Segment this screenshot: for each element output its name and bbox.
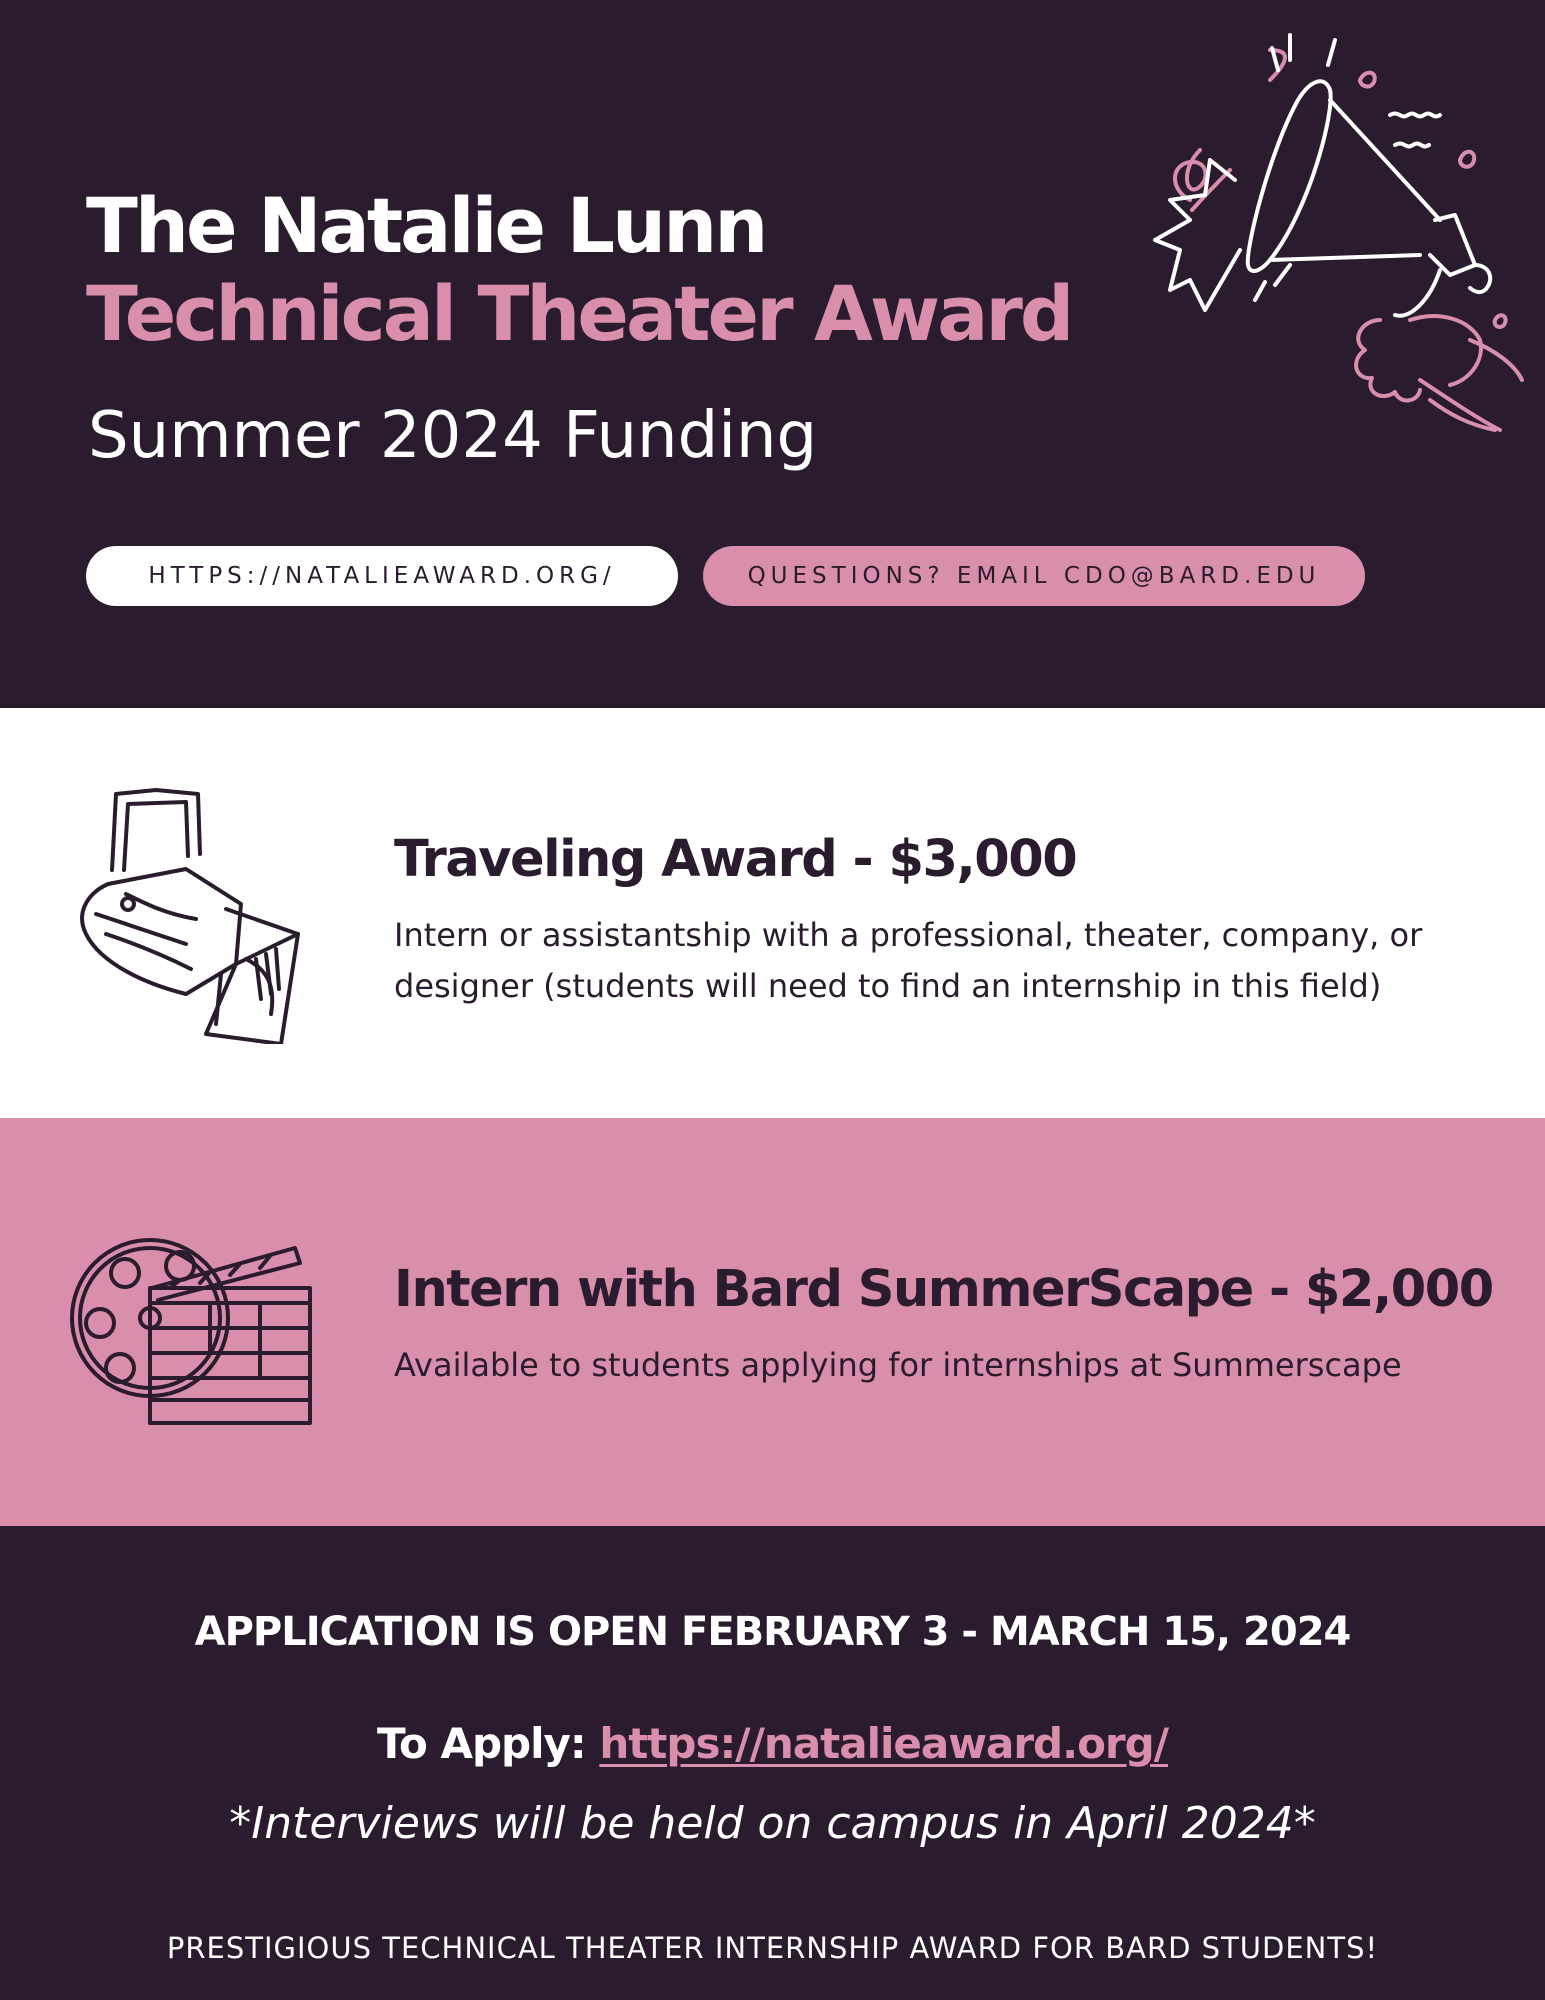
award-description: Available to students applying for internships at Summerscape <box>394 1346 1402 1384</box>
award-title: Intern with Bard SummerScape - $2,000 <box>394 1260 1493 1319</box>
film-reel-clapperboard-icon <box>70 1228 320 1428</box>
tagline: PRESTIGIOUS TECHNICAL THEATER INTERNSHIP AWARD FOR BARD STUDENTS! <box>166 1931 1379 1965</box>
award-title: Traveling Award - $3,000 <box>394 830 1077 889</box>
application-window: APPLICATION IS OPEN FEBRUARY 3 - MARCH 15, 2024 <box>194 1609 1351 1655</box>
title-line-1: The Natalie Lunn <box>86 181 766 270</box>
award-description: Intern or assistantship with a professional, theater, company, or designer (students will need to find an internship in this field) <box>394 916 1423 1005</box>
header-section <box>0 0 1545 708</box>
interviews-note: *Interviews will be held on campus in April 2024* <box>229 1798 1316 1849</box>
megaphone-icon <box>1150 20 1530 450</box>
website-link-pill[interactable]: HTTPS://NATALIEAWARD.ORG/ <box>86 546 678 606</box>
award-traveling-section <box>0 708 1545 1118</box>
award-summerscape-section <box>0 1118 1545 1526</box>
stage-spotlight-icon <box>66 784 316 1044</box>
contact-email-pill[interactable]: QUESTIONS? EMAIL CDO@BARD.EDU <box>703 546 1365 606</box>
apply-label: To Apply: <box>376 1719 586 1768</box>
title-line-2: Technical Theater Award <box>86 269 1072 358</box>
footer-section <box>0 1526 1545 2000</box>
subtitle: Summer 2024 Funding <box>88 399 818 473</box>
apply-line <box>0 1716 1545 1772</box>
apply-link[interactable]: https://natalieaward.org/ <box>599 1719 1169 1768</box>
